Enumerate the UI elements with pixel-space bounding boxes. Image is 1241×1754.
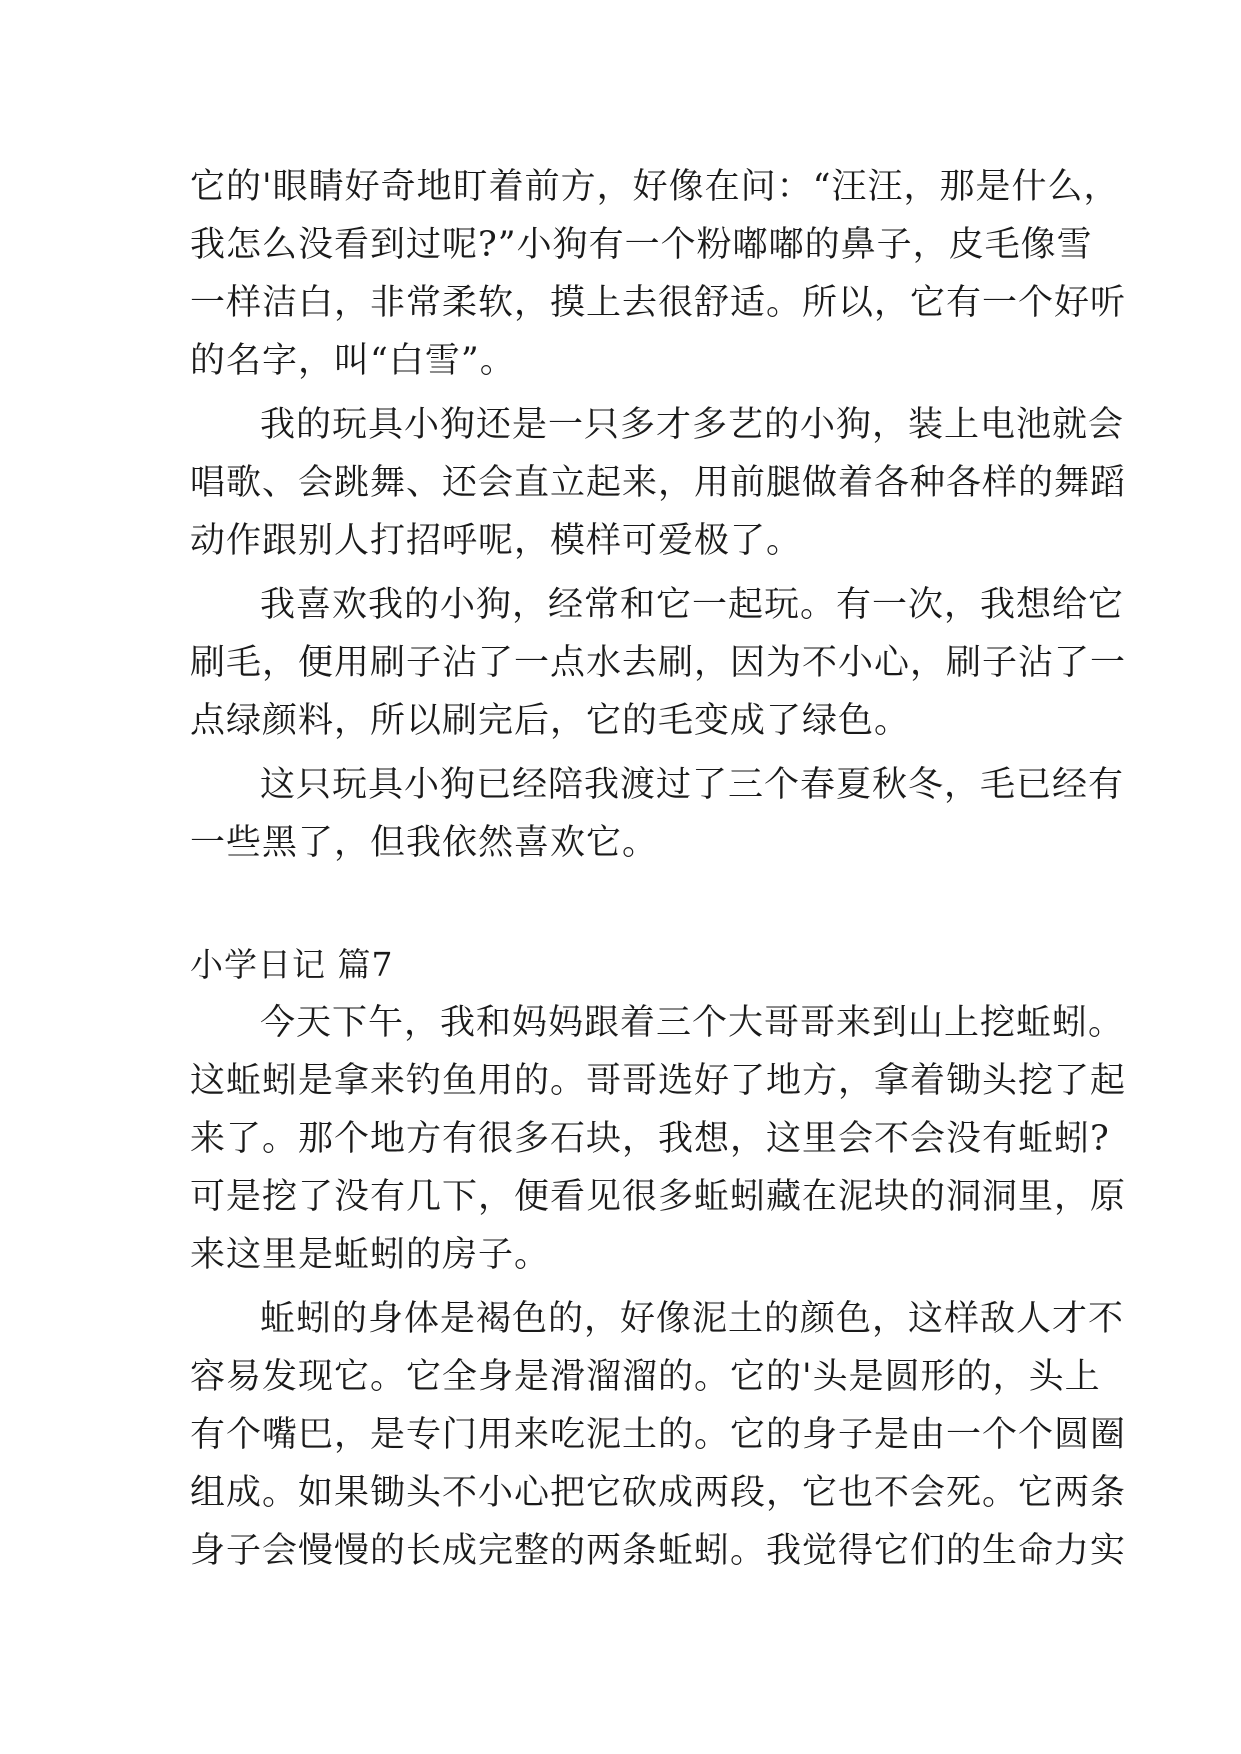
section-paragraph-2 [190,1290,1127,1580]
paragraph-2 [190,396,1127,570]
text-line: 来了。那个地方有很多石块，我想，这里会不会没有蚯蚓? [190,1119,1110,1159]
text-line: 它的'眼睛好奇地盯着前方，好像在问：“汪汪，那是什么， [190,167,1120,207]
section-heading: 小学日记 篇7 [190,945,394,984]
text-line: 刷毛，便用刷子沾了一点水去刷，因为不小心，刷子沾了一 [190,643,1127,683]
paragraph-4 [190,756,1125,872]
text-line: 一些黑了，但我依然喜欢它。 [190,823,659,863]
paragraph-3 [190,576,1127,750]
text-line: 身子会慢慢的长成完整的两条蚯蚓。我觉得它们的生命力实 [190,1531,1127,1571]
text-line: 可是挖了没有几下，便看见很多蚯蚓藏在泥块的洞洞里，原 [190,1177,1127,1217]
text-line: 这只玩具小狗已经陪我渡过了三个春夏秋冬，毛已经有 [260,765,1125,805]
text-line: 我的玩具小狗还是一只多才多艺的小狗，装上电池就会 [260,405,1125,445]
text-line: 一样洁白，非常柔软，摸上去很舒适。所以，它有一个好听 [190,283,1127,323]
text-line: 这蚯蚓是拿来钓鱼用的。哥哥选好了地方，拿着锄头挖了起 [190,1061,1127,1101]
text-line: 动作跟别人打招呼呢，模样可爱极了。 [190,521,803,561]
document-page [190,158,1127,1580]
section-paragraph-1 [190,994,1127,1284]
text-line: 我喜欢我的小狗，经常和它一起玩。有一次，我想给它 [260,585,1125,625]
text-line: 来这里是蚯蚓的房子。 [190,1235,551,1275]
text-line: 点绿颜料，所以刷完后，它的毛变成了绿色。 [190,701,911,741]
text-line: 容易发现它。它全身是滑溜溜的。它的'头是圆形的，头上 [190,1357,1101,1397]
text-line: 今天下午，我和妈妈跟着三个大哥哥来到山上挖蚯蚓。 [260,1003,1125,1043]
text-line: 唱歌、会跳舞、还会直立起来，用前腿做着各种各样的舞蹈 [190,463,1127,503]
text-line: 的名字，叫“白雪”。 [190,341,516,381]
text-line: 组成。如果锄头不小心把它砍成两段，它也不会死。它两条 [190,1473,1127,1513]
paragraph-1 [190,158,1127,390]
text-line: 有个嘴巴，是专门用来吃泥土的。它的身子是由一个个圆圈 [190,1415,1127,1455]
text-line: 蚯蚓的身体是褐色的，好像泥土的颜色，这样敌人才不 [260,1299,1125,1339]
text-line: 我怎么没看到过呢?”小狗有一个粉嘟嘟的鼻子，皮毛像雪 [190,225,1093,265]
